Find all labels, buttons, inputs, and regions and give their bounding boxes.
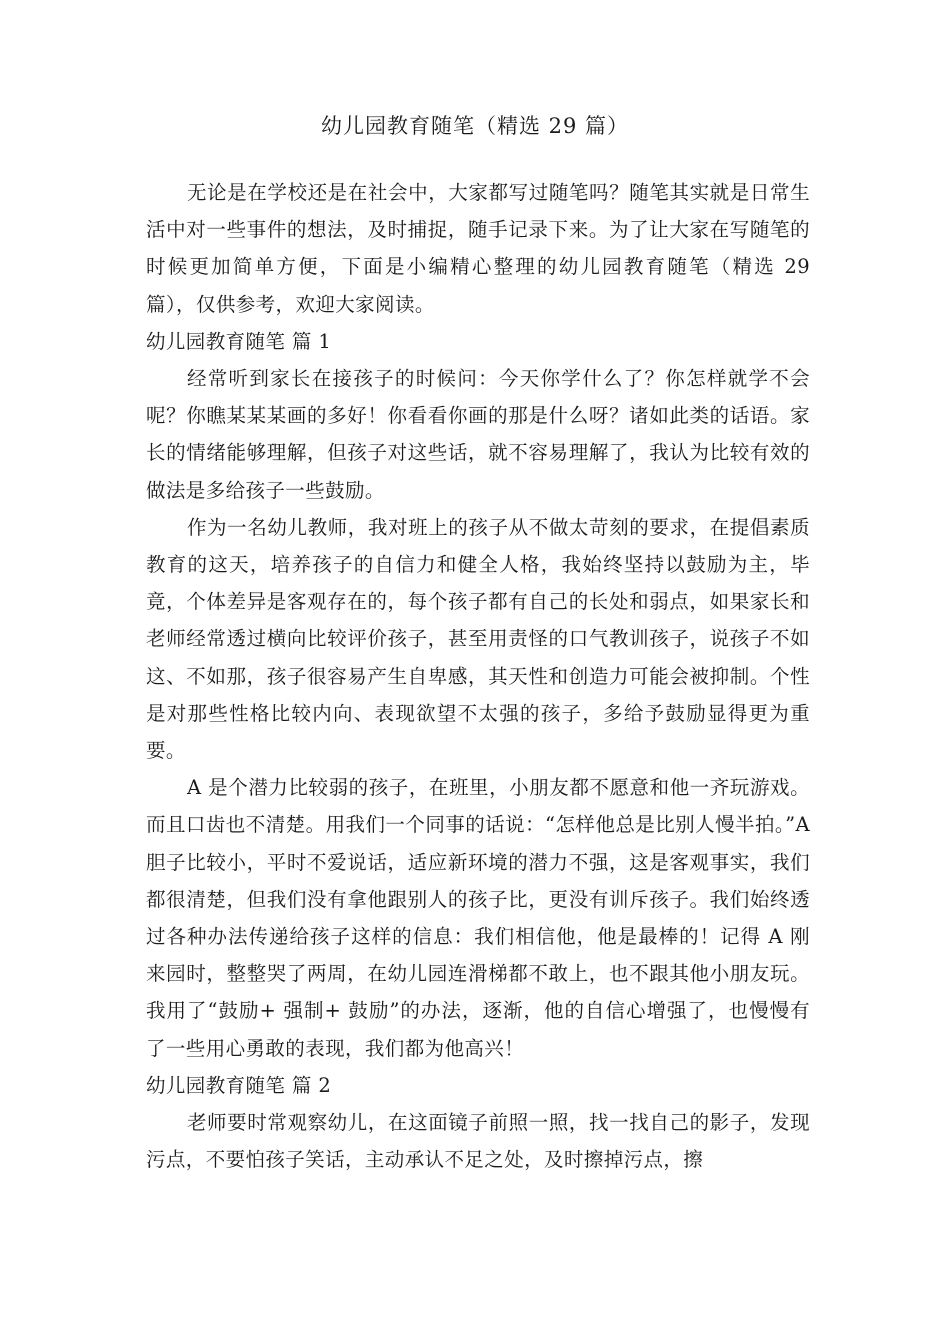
document-body <box>146 174 810 1178</box>
intro-paragraph: 无论是在学校还是在社会中，大家都写过随笔吗？随笔其实就是日常生活中对一些事件的想法，及时捕捉，随手记录下来。为了让大家在写随笔的时候更加简单方便，下面是小编精心整理的幼儿园教育随笔（精选 29 篇），仅供参考，欢迎大家阅读。 <box>146 181 810 316</box>
paragraph: A 是个潜力比较弱的孩子，在班里，小朋友都不愿意和他一齐玩游戏。而且口齿也不清楚。用我们一个同事的话说：“怎样他总是比别人慢半拍。”A 胆子比较小，平时不爱说话，适应新环境的潜力不强，这是客观事实，我们都很清楚，但我们没有拿他跟别人的孩子比，更没有训斥孩子。我们始终透过各种办法传递给孩子这样的信息：我们相信他，他是最棒的！记得 A 刚来园时，整整哭了两周，在幼儿园连滑梯都不敢上，也不跟其他小朋友玩。我用了“鼓励+ 强制+ 鼓励”的办法，逐渐，他的自信心增强了，也慢慢有了一些用心勇敢的表现，我们都为他高兴！ <box>146 776 810 1060</box>
paragraph: 作为一名幼儿教师，我对班上的孩子从不做太苛刻的要求，在提倡素质教育的这天，培养孩子的自信力和健全人格，我始终坚持以鼓励为主，毕竟，个体差异是客观存在的，每个孩子都有自己的长处和弱点，如果家长和老师经常透过横向比较评价孩子，甚至用责怪的口气教训孩子，说孩子不如这、不如那，孩子很容易产生自卑感，其天性和创造力可能会被抑制。个性是对那些性格比较内向、表现欲望不太强的孩子，多给予鼓励显得更为重要。 <box>146 515 810 763</box>
document-title: 幼儿园教育随笔（精选 29 篇） <box>320 114 630 138</box>
section-heading-2: 幼儿园教育随笔 篇 2 <box>146 1073 332 1097</box>
paragraph: 经常听到家长在接孩子的时候问：今天你学什么了？你怎样就学不会呢？你瞧某某某画的多好！你看看你画的那是什么呀？诸如此类的话语。家长的情绪能够理解，但孩子对这些话，就不容易理解了，我认为比较有效的做法是多给孩子一些鼓励。 <box>146 367 810 502</box>
paragraph: 老师要时常观察幼儿，在这面镜子前照一照，找一找自己的影子，发现污点，不要怕孩子笑话，主动承认不足之处，及时擦掉污点，擦 <box>146 1111 810 1172</box>
section-heading-1: 幼儿园教育随笔 篇 1 <box>146 329 332 353</box>
